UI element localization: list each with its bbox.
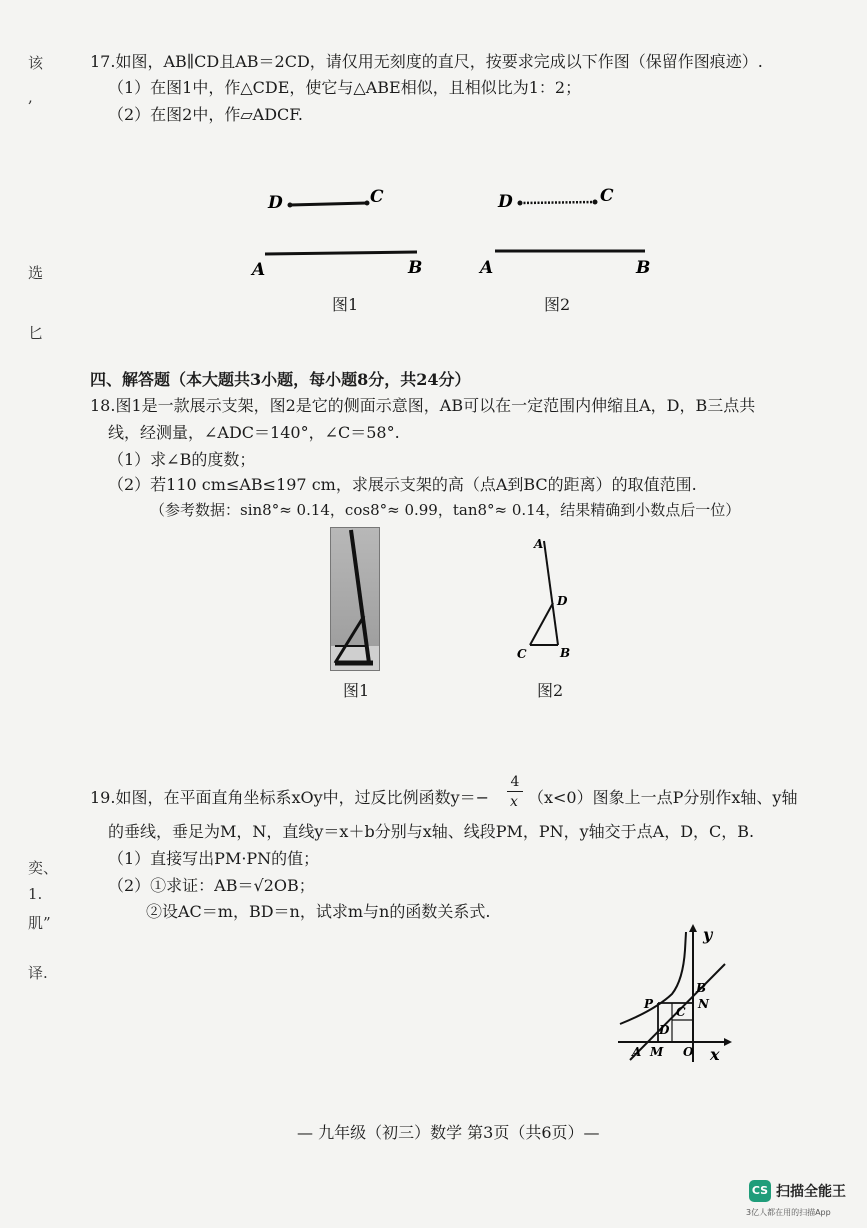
label-y: y — [703, 925, 713, 944]
q19-stem-line2: 的垂线，垂足为M，N，直线y＝x＋b分别与x轴、线段PM，PN，y轴交于点A，D，C，B. — [108, 822, 755, 841]
q18-figure-2 — [510, 535, 580, 665]
q19-part2: （2）①求证：AB＝√2OB； — [108, 876, 315, 895]
margin-fragment: 肌” — [28, 914, 51, 932]
q19-part1: （1）直接写出PM·PN的值； — [108, 849, 320, 868]
q19-fraction-numerator: 4 — [510, 774, 520, 790]
q18-fig2-caption: 图2 — [537, 681, 564, 700]
label-D: D — [498, 192, 513, 212]
q19-figure — [610, 920, 740, 1070]
q17-part1: （1）在图1中，作△CDE，使它与△ABE相似，且相似比为1：2； — [108, 78, 582, 97]
margin-fragment: 1. — [28, 885, 43, 903]
label-B: B — [696, 981, 707, 995]
q18-fig1-caption: 图1 — [343, 681, 370, 700]
page-footer: — 九年级（初三）数学 第3页（共6页）— — [297, 1123, 600, 1142]
label-C: C — [600, 186, 614, 206]
margin-fragment: 该 — [28, 54, 44, 72]
section-heading: 四、解答题（本大题共3小题，每小题8分，共24分） — [90, 370, 471, 389]
label-M: M — [650, 1045, 664, 1059]
label-A: A — [480, 258, 494, 278]
q17-fig2-caption: 图2 — [544, 295, 571, 314]
label-x: x — [710, 1045, 720, 1064]
label-B: B — [408, 258, 423, 278]
q18-part2: （2）若110 cm≤AB≤197 cm，求展示支架的高（点A到BC的距离）的取值范围. — [108, 475, 697, 494]
label-B: B — [560, 646, 571, 660]
q18-part1: （1）求∠B的度数； — [108, 450, 256, 469]
scanner-tagline: 3亿人都在用的扫描App — [746, 1208, 831, 1217]
margin-fragment: 译. — [28, 964, 48, 982]
scanner-logo-icon: CS — [749, 1180, 771, 1202]
margin-fragment: , — [28, 88, 33, 106]
q17-fig1-caption: 图1 — [332, 295, 359, 314]
q17-stem: 17.如图，AB∥CD且AB＝2CD，请仅用无刻度的直尺，按要求完成以下作图（保留作图痕迹）. — [90, 52, 763, 71]
q17-part2: （2）在图2中，作▱ADCF. — [108, 105, 303, 124]
margin-fragment: 匕 — [28, 324, 44, 342]
q18-reference-data: （参考数据：sin8°≈ 0.14，cos8°≈ 0.99，tan8°≈ 0.14，结果精确到小数点后一位） — [150, 501, 741, 519]
q18-stem-line2: 线，经测量，∠ADC＝140°，∠C＝58°. — [108, 423, 400, 442]
label-C: C — [370, 187, 384, 207]
label-A: A — [632, 1045, 642, 1059]
label-N: N — [698, 997, 709, 1011]
margin-fragment: 选 — [28, 264, 44, 282]
label-A: A — [252, 260, 266, 280]
q19-stem-line1b: （x<0）图象上一点P分别作x轴、y轴 — [528, 788, 798, 807]
label-D: D — [557, 594, 568, 608]
label-P: P — [644, 997, 654, 1011]
label-O: O — [683, 1045, 694, 1059]
q18-stem-line1: 18.图1是一款展示支架，图2是它的侧面示意图，AB可以在一定范围内伸缩且A，D，B三点共 — [90, 396, 756, 415]
label-B: B — [636, 258, 651, 278]
label-D: D — [659, 1023, 670, 1037]
q19-part2b: ②设AC＝m，BD＝n，试求m与n的函数关系式. — [146, 902, 491, 921]
label-D: D — [268, 193, 283, 213]
label-C: C — [676, 1005, 686, 1019]
label-C: C — [517, 647, 527, 661]
fraction-bar — [507, 791, 523, 792]
scanner-app-name: 扫描全能王 — [776, 1184, 846, 1200]
q17-figure-1 — [240, 180, 440, 290]
q18-photo — [330, 527, 380, 671]
q17-figure-2 — [470, 180, 670, 290]
q19-stem-line1a: 19.如图，在平面直角坐标系xOy中，过反比例函数y＝− — [90, 788, 490, 807]
margin-fragment: 奕、 — [28, 859, 59, 877]
label-A: A — [534, 537, 544, 551]
q19-fraction-denominator: x — [510, 794, 518, 810]
